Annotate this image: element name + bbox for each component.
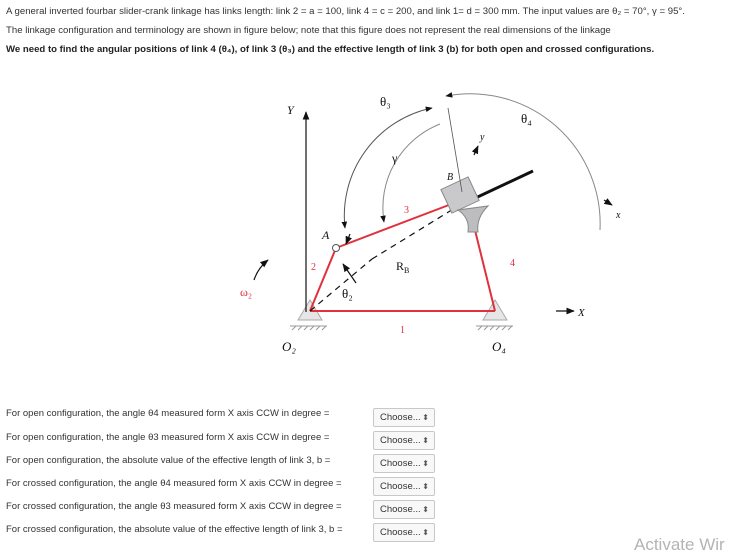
select-value: Choose... bbox=[380, 435, 421, 446]
question-3: For open configuration, the absolute value of the effective length of link 3, b = bbox=[6, 455, 331, 466]
local-y-arrow bbox=[474, 146, 478, 155]
joint-a bbox=[333, 245, 340, 252]
answer-select-3[interactable] bbox=[373, 454, 435, 473]
answer-select-1[interactable] bbox=[373, 408, 435, 427]
label-theta4: θ₄ bbox=[521, 111, 532, 126]
omega2-arrow bbox=[254, 260, 268, 280]
select-caret-icon: ⬍ bbox=[422, 528, 429, 537]
label-y-local: y bbox=[480, 132, 485, 143]
question-2: For open configuration, the angle θ3 measured form X axis CCW in degree = bbox=[6, 432, 330, 443]
intro-line-1: A general inverted fourbar slider-crank linkage has links length: link 2 = a = 100, link 4 = c = 200, and link 1= d = 300 mm. The input values are θ₂ = 70°, γ = 95°. bbox=[6, 6, 685, 17]
select-value: Choose... bbox=[380, 458, 421, 469]
label-y-axis: Y bbox=[287, 103, 294, 117]
answer-select-2[interactable] bbox=[373, 431, 435, 450]
label-omega2: ω₂ bbox=[240, 285, 253, 299]
label-link-2: 2 bbox=[311, 262, 316, 273]
question-4: For crossed configuration, the angle θ4 measured form X axis CCW in degree = bbox=[6, 478, 342, 489]
activation-watermark: Activate Wir bbox=[634, 535, 725, 554]
ground-o4 bbox=[476, 326, 513, 330]
label-x-axis: X bbox=[578, 307, 585, 319]
label-x-local: x bbox=[616, 210, 621, 221]
local-x-arrow bbox=[604, 200, 612, 205]
label-theta3: θ₃ bbox=[380, 94, 391, 109]
select-caret-icon: ⬍ bbox=[422, 413, 429, 422]
select-caret-icon: ⬍ bbox=[422, 505, 429, 514]
label-gamma: γ bbox=[392, 151, 398, 165]
label-link-4: 4 bbox=[510, 258, 515, 269]
select-caret-icon: ⬍ bbox=[422, 459, 429, 468]
theta2-ref-line bbox=[310, 259, 372, 311]
slider-mount bbox=[458, 206, 488, 232]
intro-line-3: We need to find the angular positions of link 4 (θ₄), of link 3 (θ₃) and the effective length of link 3 (b) for both open and crossed configurations. bbox=[6, 44, 655, 55]
label-b: B bbox=[447, 172, 454, 183]
label-rb: $R_B$ bbox=[396, 259, 410, 275]
label-o2: O₂ bbox=[282, 339, 296, 354]
gamma-arc bbox=[383, 124, 440, 222]
link-2 bbox=[310, 248, 336, 311]
answer-select-6[interactable] bbox=[373, 523, 435, 542]
select-caret-icon: ⬍ bbox=[422, 436, 429, 445]
intro-line-2: The linkage configuration and terminology are shown in figure below; note that this figure does not represent the real dimensions of the linkage bbox=[6, 25, 611, 36]
ground-o2 bbox=[290, 326, 327, 330]
label-link-1: 1 bbox=[400, 325, 405, 336]
label-a: A bbox=[322, 228, 330, 242]
question-5: For crossed configuration, the angle θ3 measured form X axis CCW in degree = bbox=[6, 501, 342, 512]
question-1: For open configuration, the angle θ4 measured form X axis CCW in degree = bbox=[6, 408, 330, 419]
label-theta2: θ₂ bbox=[342, 286, 353, 301]
link-3 bbox=[336, 200, 462, 248]
select-value: Choose... bbox=[380, 504, 421, 515]
select-value: Choose... bbox=[380, 481, 421, 492]
answer-select-5[interactable] bbox=[373, 500, 435, 519]
question-6: For crossed configuration, the absolute value of the effective length of link 3, b = bbox=[6, 524, 343, 535]
select-caret-icon: ⬍ bbox=[422, 482, 429, 491]
select-value: Choose... bbox=[380, 412, 421, 423]
theta3-arc bbox=[344, 108, 432, 228]
label-link-3: 3 bbox=[404, 205, 409, 216]
select-value: Choose... bbox=[380, 527, 421, 538]
label-o4: O₄ bbox=[492, 339, 506, 354]
answer-select-4[interactable] bbox=[373, 477, 435, 496]
